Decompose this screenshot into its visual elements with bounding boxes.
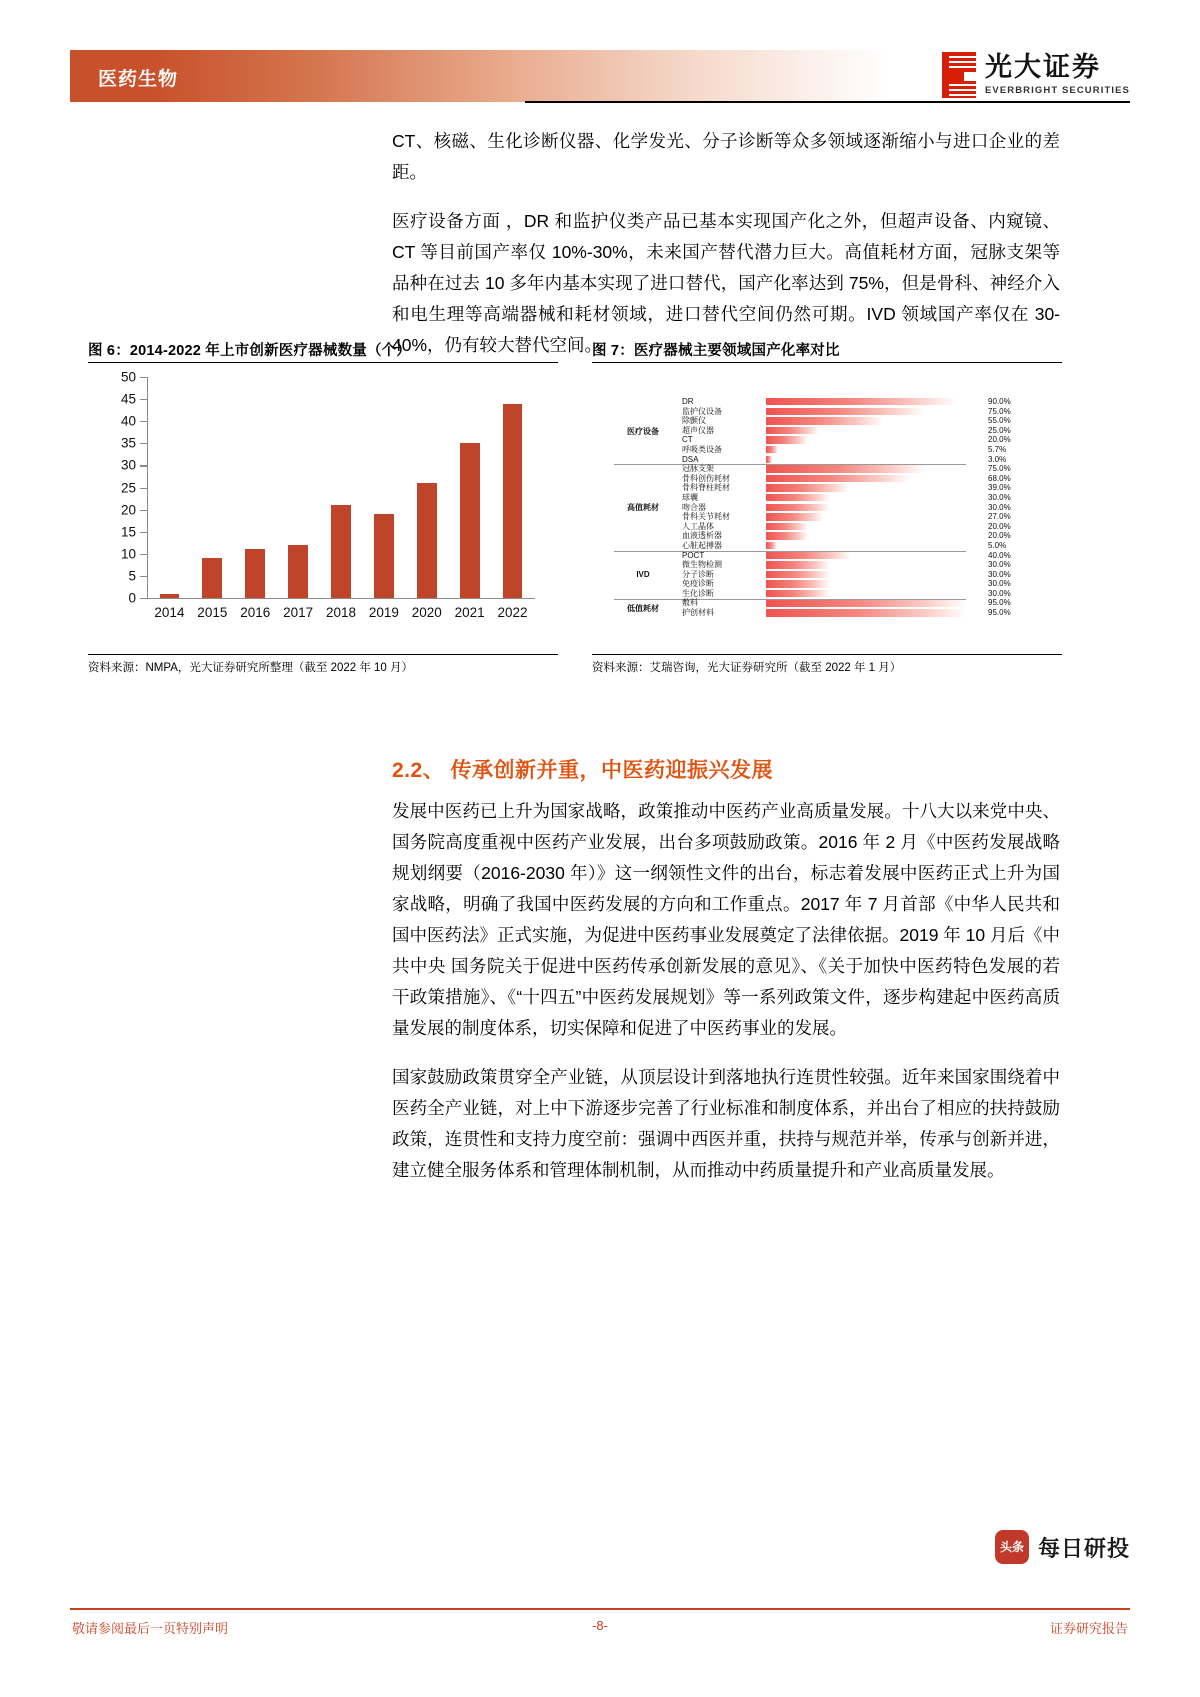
category-label: 护创材料 xyxy=(682,608,714,618)
bar-series xyxy=(148,377,534,598)
header-divider-rule xyxy=(525,101,1130,103)
y-axis-tick-label: 20 xyxy=(120,502,136,518)
bar xyxy=(503,404,523,598)
category-label: 骨科脊柱耗材 xyxy=(682,483,730,493)
bar xyxy=(766,456,772,463)
y-axis-tick xyxy=(140,532,147,533)
table-row xyxy=(592,541,1062,551)
paragraph: CT、核磁、生化诊断仪器、化学发光、分子诊断等众多领域逐渐缩小与进口企业的差距。 xyxy=(392,131,1060,182)
value-label: 20.0% xyxy=(988,435,1011,445)
table-row xyxy=(592,579,1062,589)
category-label: 敷料 xyxy=(682,598,698,608)
bar-track xyxy=(766,456,978,463)
figure-6-caption: 图 6：2014-2022 年上市创新医疗器械数量（个） xyxy=(88,343,412,359)
bar xyxy=(766,436,808,443)
bar-track xyxy=(766,561,978,568)
value-label: 30.0% xyxy=(988,579,1011,589)
toutiao-badge-icon: 头条 xyxy=(995,1530,1029,1564)
footer-page-number: -8- xyxy=(592,1618,608,1633)
figure-7-caption: 图 7：医疗器械主要领域国产化率对比 xyxy=(592,343,840,359)
section-heading-2-2: 2.2、 传承创新并重，中医药迎振兴发展 xyxy=(392,759,774,782)
bar xyxy=(766,465,925,472)
bar xyxy=(766,475,910,482)
bar-track xyxy=(766,484,978,491)
value-label: 27.0% xyxy=(988,512,1011,522)
brand-logo xyxy=(942,52,1130,98)
value-label: 20.0% xyxy=(988,531,1011,541)
group-label: 医疗设备 xyxy=(627,426,659,436)
paragraph xyxy=(392,1062,1060,1186)
bar xyxy=(766,417,883,424)
x-axis-tick-label: 2021 xyxy=(454,605,485,620)
bar xyxy=(766,427,819,434)
bar xyxy=(766,484,849,491)
y-axis-tick xyxy=(140,488,147,489)
paragraph-rest: 十八大以来党中央、国务院高度重视中医药产业发展，出台多项鼓励政策。2016 年 2 月《中医药发展战略规划纲要（2016-2030 年）》这一纲领性文件的出台，标志着发展中医药正式上升为国家战略，明确了我国中医药发展的方向和工作重点。2017 年 7 月首部《中华人民共和国中医药法》正式实施，为促进中医药事业发展奠定了法律依据。2019 年 10 月后《中共中央 国务院关于促进中医药传承创新发展的意见》、《关于加快中医药特色发展的若干政策措施》、《“十四五”中医药发展规划》等一系列政策文件，逐步构建起中医药高质量发展的制度体系，切实保障和促进了中医药事业的发展。 xyxy=(392,801,1061,1038)
y-axis-tick xyxy=(140,465,147,466)
category-label: 除颤仪 xyxy=(682,416,706,426)
category-label: 微生物检测 xyxy=(682,560,722,570)
bar xyxy=(766,542,777,549)
group-label: 低值耗材 xyxy=(627,604,659,614)
category-label: 人工晶体 xyxy=(682,521,714,531)
category-label: 免疫诊断 xyxy=(682,579,714,589)
bar xyxy=(766,600,967,607)
figure-6-frame xyxy=(88,362,558,655)
group-label: 高值耗材 xyxy=(627,503,659,513)
bar-track xyxy=(766,408,978,415)
figure-7-source: 资料来源：艾瑞咨询，光大证券研究所（截至 2022 年 1 月） xyxy=(592,662,902,674)
table-row xyxy=(592,531,1062,541)
bar xyxy=(766,494,830,501)
y-axis-tick xyxy=(140,510,147,511)
bar xyxy=(160,594,180,598)
table-row xyxy=(592,407,1062,417)
bar-track xyxy=(766,446,978,453)
y-axis-tick xyxy=(140,377,147,378)
table-row xyxy=(592,464,1062,474)
table-row xyxy=(592,483,1062,493)
category-label: 监护仪设备 xyxy=(682,406,722,416)
value-label: 3.0% xyxy=(988,454,1007,464)
y-axis-tick-label: 0 xyxy=(128,590,136,606)
y-axis-tick-label: 40 xyxy=(120,413,136,429)
y-axis-tick xyxy=(140,443,147,444)
bar-track xyxy=(766,571,978,578)
value-label: 75.0% xyxy=(988,464,1011,474)
x-axis-labels xyxy=(148,603,534,625)
bar-track xyxy=(766,475,978,482)
bar-track xyxy=(766,552,978,559)
bar xyxy=(245,549,265,598)
gradient-bar-rows xyxy=(592,397,1062,618)
logo-text-en: EVERBRIGHT SECURITIES xyxy=(984,85,1130,96)
category-label: CT xyxy=(682,435,693,445)
bar-track xyxy=(766,542,978,549)
y-axis-tick xyxy=(140,399,147,400)
bar-track xyxy=(766,436,978,443)
table-row xyxy=(592,435,1062,445)
value-label: 30.0% xyxy=(988,588,1011,598)
bar xyxy=(766,609,967,616)
group-label: IVD xyxy=(636,569,650,579)
value-label: 30.0% xyxy=(988,569,1011,579)
paragraph-rest: 近年来国家围绕着中医药全产业链，对上中下游逐步完善了行业标准和制度体系，并出台了相应的扶持鼓励政策，连贯性和支持力度空前：强调中西医并重，扶持与规范并举，传承与创新并进，建立健全服务体系和管理体制机制，从而推动中药质量提升和产业高质量发展。 xyxy=(392,1067,1061,1180)
bar-track xyxy=(766,532,978,539)
bar xyxy=(766,523,808,530)
figure-6-source: 资料来源：NMPA，光大证券研究所整理（截至 2022 年 10 月） xyxy=(88,662,414,674)
y-axis-tick xyxy=(140,554,147,555)
category-label: POCT xyxy=(682,550,705,560)
x-axis-tick-label: 2019 xyxy=(368,605,399,620)
x-axis-tick-label: 2022 xyxy=(497,605,528,620)
category-label: 冠脉支架 xyxy=(682,464,714,474)
category-label: 血液透析器 xyxy=(682,531,722,541)
x-axis-line xyxy=(147,598,535,599)
value-label: 30.0% xyxy=(988,502,1011,512)
bar-track xyxy=(766,590,978,597)
bar xyxy=(766,552,851,559)
category-label: 骨科关节耗材 xyxy=(682,512,730,522)
footer-divider-rule xyxy=(70,1608,1130,1610)
value-label: 5.7% xyxy=(988,444,1007,454)
bar xyxy=(766,513,823,520)
category-label: 生化诊断 xyxy=(682,588,714,598)
x-axis-tick-label: 2017 xyxy=(283,605,314,620)
category-label: DSA xyxy=(682,454,699,464)
value-label: 95.0% xyxy=(988,608,1011,618)
value-label: 40.0% xyxy=(988,550,1011,560)
y-axis-tick-label: 50 xyxy=(120,369,136,385)
table-row xyxy=(592,416,1062,426)
category-label: 呼吸类设备 xyxy=(682,444,722,454)
header-sector-title: 医药生物 xyxy=(98,69,179,90)
bar xyxy=(766,561,830,568)
bar xyxy=(766,532,808,539)
x-axis-tick-label: 2020 xyxy=(411,605,442,620)
y-axis-tick xyxy=(140,598,147,599)
category-label: DR xyxy=(682,397,694,406)
bar xyxy=(766,398,957,405)
bar-track xyxy=(766,417,978,424)
bar-track xyxy=(766,609,978,616)
y-axis-tick-label: 30 xyxy=(120,457,136,473)
bar xyxy=(202,558,222,598)
watermark-text: 每日研投 xyxy=(1037,1535,1130,1561)
body-text-bottom xyxy=(392,796,1060,1204)
y-axis-tick-label: 15 xyxy=(120,524,136,540)
x-axis-tick-label: 2016 xyxy=(240,605,271,620)
bar-track xyxy=(766,523,978,530)
value-label: 95.0% xyxy=(988,598,1011,608)
x-axis-tick-label: 2018 xyxy=(325,605,357,620)
y-axis-tick-label: 45 xyxy=(120,391,136,407)
x-axis-tick-label: 2014 xyxy=(154,605,185,620)
bar xyxy=(766,590,830,597)
y-axis-tick-label: 25 xyxy=(120,480,136,495)
bar xyxy=(766,408,925,415)
category-label: 骨科创伤耗材 xyxy=(682,473,730,483)
y-axis-tick-label: 35 xyxy=(120,435,136,451)
value-label: 39.0% xyxy=(988,483,1011,493)
category-label: 超声仪器 xyxy=(682,425,714,435)
table-row xyxy=(592,551,1062,561)
value-label: 30.0% xyxy=(988,560,1011,570)
watermark xyxy=(995,1530,1130,1564)
value-label: 5.0% xyxy=(988,540,1007,550)
bar-track xyxy=(766,398,978,405)
bar-track xyxy=(766,465,978,472)
y-axis-tick xyxy=(140,421,147,422)
footer-report-type: 证券研究报告 xyxy=(1049,1621,1128,1636)
bar-track xyxy=(766,600,978,607)
value-label: 75.0% xyxy=(988,406,1011,416)
table-row xyxy=(592,474,1062,484)
paragraph-lead: 国家鼓励政策贯穿全产业链，从顶层设计到落地执行连贯性较强。 xyxy=(392,1067,902,1087)
bar xyxy=(766,580,830,587)
table-row xyxy=(592,455,1062,465)
header-gradient-band xyxy=(70,50,950,102)
bar xyxy=(417,483,437,598)
figure-6-bar-chart xyxy=(88,363,558,625)
bar xyxy=(766,504,830,511)
figure-7-frame xyxy=(592,362,1062,655)
bar xyxy=(374,514,394,598)
table-row xyxy=(592,493,1062,503)
value-label: 55.0% xyxy=(988,416,1011,426)
page-header xyxy=(70,50,1130,102)
figure-7-horizontal-bar-chart xyxy=(592,363,1062,656)
bar xyxy=(331,505,351,598)
bar-track xyxy=(766,427,978,434)
category-label: 球囊 xyxy=(682,492,698,502)
table-row xyxy=(592,522,1062,532)
y-axis-tick-label: 10 xyxy=(120,546,136,562)
table-row xyxy=(592,589,1062,599)
logo-text-cn: 光大证券 xyxy=(984,52,1101,82)
paragraph: 医疗设备方面 ，DR 和监护仪类产品已基本实现国产化之外，但超声设备、内窥镜、CT 等目前国产率仅 10%-30%，未来国产替代潜力巨大。高值耗材方面，冠脉支架等品种在过去 10 多年内基本实现了进口替代，国产化率达到 75%，但是骨科、神经介入和电生理等高端器械和耗材领域，进口替代空间仍然可期。IVD 领域国产率仅在 30-40%，仍有较大替代空间。 xyxy=(392,211,1060,355)
paragraph-lead: 发展中医药已上升为国家战略，政策推动中医药产业高质量发展。 xyxy=(392,801,902,821)
bar xyxy=(766,446,778,453)
bar-track xyxy=(766,494,978,501)
y-axis-tick xyxy=(140,576,147,577)
category-label: 分子诊断 xyxy=(682,569,714,579)
bar-track xyxy=(766,504,978,511)
value-label: 68.0% xyxy=(988,473,1011,483)
footer-disclaimer: 敬请参阅最后一页特别声明 xyxy=(72,1621,229,1636)
bar xyxy=(460,443,480,598)
everbright-logo-icon xyxy=(942,52,976,98)
bar xyxy=(766,571,830,578)
x-axis-tick-label: 2015 xyxy=(197,605,228,620)
table-row xyxy=(592,445,1062,455)
paragraph xyxy=(392,796,1060,1044)
bar-track xyxy=(766,580,978,587)
value-label: 90.0% xyxy=(988,397,1011,406)
bar-track xyxy=(766,513,978,520)
table-row xyxy=(592,397,1062,407)
value-label: 30.0% xyxy=(988,492,1011,502)
value-label: 25.0% xyxy=(988,425,1011,435)
category-label: 心脏起搏器 xyxy=(682,540,722,550)
table-row xyxy=(592,512,1062,522)
y-axis-tick-label: 5 xyxy=(128,568,136,584)
table-row xyxy=(592,560,1062,570)
value-label: 20.0% xyxy=(988,521,1011,531)
category-label: 吻合器 xyxy=(682,502,706,512)
bar xyxy=(288,545,308,598)
